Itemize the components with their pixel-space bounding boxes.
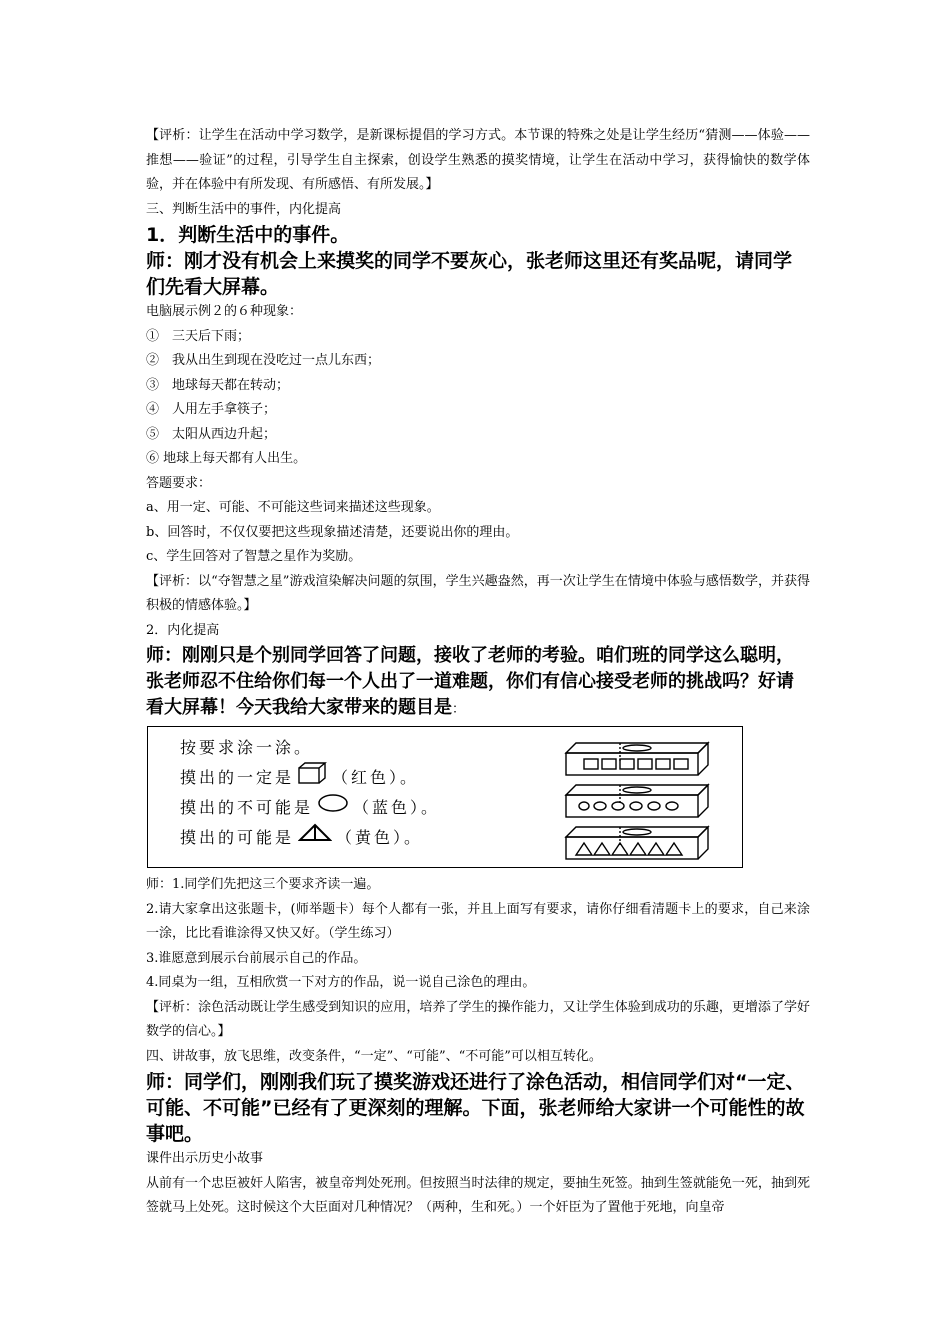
coloring-exercise-figure [147, 726, 743, 868]
phenomenon-item: ⑥ 地球上每天都有人出生。 [146, 451, 307, 466]
teacher-speech-2 [146, 643, 810, 723]
subsection-1-heading: 1．判断生活中的事件。 [146, 224, 350, 246]
comment-3: 【评析：涂色活动既让学生感受到知识的应用，培养了学生的操作能力，又让学生体验到成功的乐趣，更增添了学好数学的信心。】 [146, 999, 810, 1039]
phenomenon-item: ⑤ 太阳从西边升起； [146, 426, 277, 442]
step-item: 师：1.同学们先把这三个要求齐读一遍。 [146, 877, 380, 892]
teacher-speech-2-text: 师：刚刚只是个别同学回答了问题，接收了老师的考验。咱们班的同学这么聪明，张老师忍不住给你们每一个人出了一道难题，你们有信心接受老师的挑战吗？好请看大屏幕！今天我给大家带来的题目是 [146, 645, 794, 718]
story-intro: 课件出示历史小故事 [146, 1151, 264, 1166]
teacher-speech-3: 师：同学们，刚刚我们玩了摸奖游戏还进行了涂色活动，相信同学们对“一定、可能、不可能”已经有了更深刻的理解。下面，张老师给大家讲一个可能性的故事吧。 [146, 1071, 805, 1145]
document-page [146, 124, 810, 1221]
instruction-possible-text: 摸出的可能是 [180, 828, 295, 847]
instruction-title-text: 按要求涂一涂。 [180, 738, 314, 757]
section-3-heading: 三、判断生活中的事件，内化提高 [146, 201, 342, 217]
draw-boxes [562, 739, 710, 865]
circle-icon [317, 793, 349, 823]
box-with-circles-icon [566, 785, 708, 817]
teacher-speech-1: 师：刚才没有机会上来摸奖的同学不要灰心，张老师这里还有奖品呢，请同学们先看大屏幕。 [146, 250, 793, 298]
instruction-title [180, 733, 440, 763]
exercise-instructions [180, 733, 440, 853]
teacher-speech-2-colon: ： [452, 702, 466, 717]
box-with-cubes-icon [566, 743, 708, 775]
phenomenon-item: ③ 地球每天都在转动； [146, 377, 290, 393]
phenomenon-item: ① 三天后下雨； [146, 328, 251, 344]
requirement-item: a、用一定、可能、不可能这些词来描述这些现象。 [146, 500, 440, 515]
phenomenon-item: ② 我从出生到现在没吃过一点儿东西； [146, 353, 381, 368]
requirements-title: 答题要求： [146, 475, 212, 491]
instruction-impossible-text: 摸出的不可能是 [180, 798, 314, 817]
box-with-triangles-icon [566, 827, 708, 859]
requirement-item: c、学生回答对了智慧之星作为奖励。 [146, 549, 362, 564]
phenomena-intro: 电脑展示例２的６种现象： [146, 304, 303, 319]
comment-1: 【评析：让学生在活动中学习数学，是新课标提倡的学习方式。本节课的特殊之处是让学生经历“猜测——体验——推想——验证”的过程，引导学生自主探索，创设学生熟悉的摸奖情境，让学生在活动中学习，获得愉快的数学体验，并在体验中有所发现、有所感悟、有所发展。】 [146, 128, 810, 192]
step-item: 4.同桌为一组，互相欣赏一下对方的作品，说一说自己涂色的理由。 [146, 975, 536, 990]
cube-icon [298, 762, 328, 794]
instruction-certain-color: （红色）。 [332, 768, 420, 787]
story-text: 从前有一个忠臣被奸人陷害，被皇帝判处死刑。但按照当时法律的规定，要抽生死签。抽到生签就能免一死，抽到死签就马上处死。这时候这个大臣面对几种情况？（两种，生和死。）一个奸臣为了置他于死地，向皇帝 [146, 1175, 810, 1215]
instruction-possible [180, 823, 440, 853]
instruction-impossible-color: （蓝色）。 [353, 798, 441, 817]
subsection-2-heading: 2．内化提高 [146, 622, 220, 638]
triangle-icon [298, 823, 332, 853]
instruction-certain-text: 摸出的一定是 [180, 768, 295, 787]
requirement-item: b、回答时，不仅仅要把这些现象描述清楚，还要说出你的理由。 [146, 524, 519, 540]
step-item: 2.请大家拿出这张题卡，(师举题卡）每个人都有一张，并且上面写有要求，请你仔细看清题卡上的要求，自己来涂一涂，比比看谁涂得又快又好。（学生练习） [146, 901, 810, 941]
instruction-impossible [180, 793, 440, 823]
step-item: 3.谁愿意到展示台前展示自己的作品。 [146, 950, 367, 966]
phenomenon-item: ④ 人用左手拿筷子； [146, 402, 277, 417]
section-4-heading: 四、讲故事，放飞思维，改变条件，“一定”、“可能”、“不可能”可以相互转化。 [146, 1048, 602, 1064]
instruction-certain [180, 763, 440, 793]
instruction-possible-color: （黄色）。 [336, 828, 424, 847]
comment-2: 【评析：以“夺智慧之星”游戏渲染解决问题的氛围，学生兴趣盎然，再一次让学生在情境中体验与感悟数学，并获得积极的情感体验。】 [146, 573, 810, 613]
